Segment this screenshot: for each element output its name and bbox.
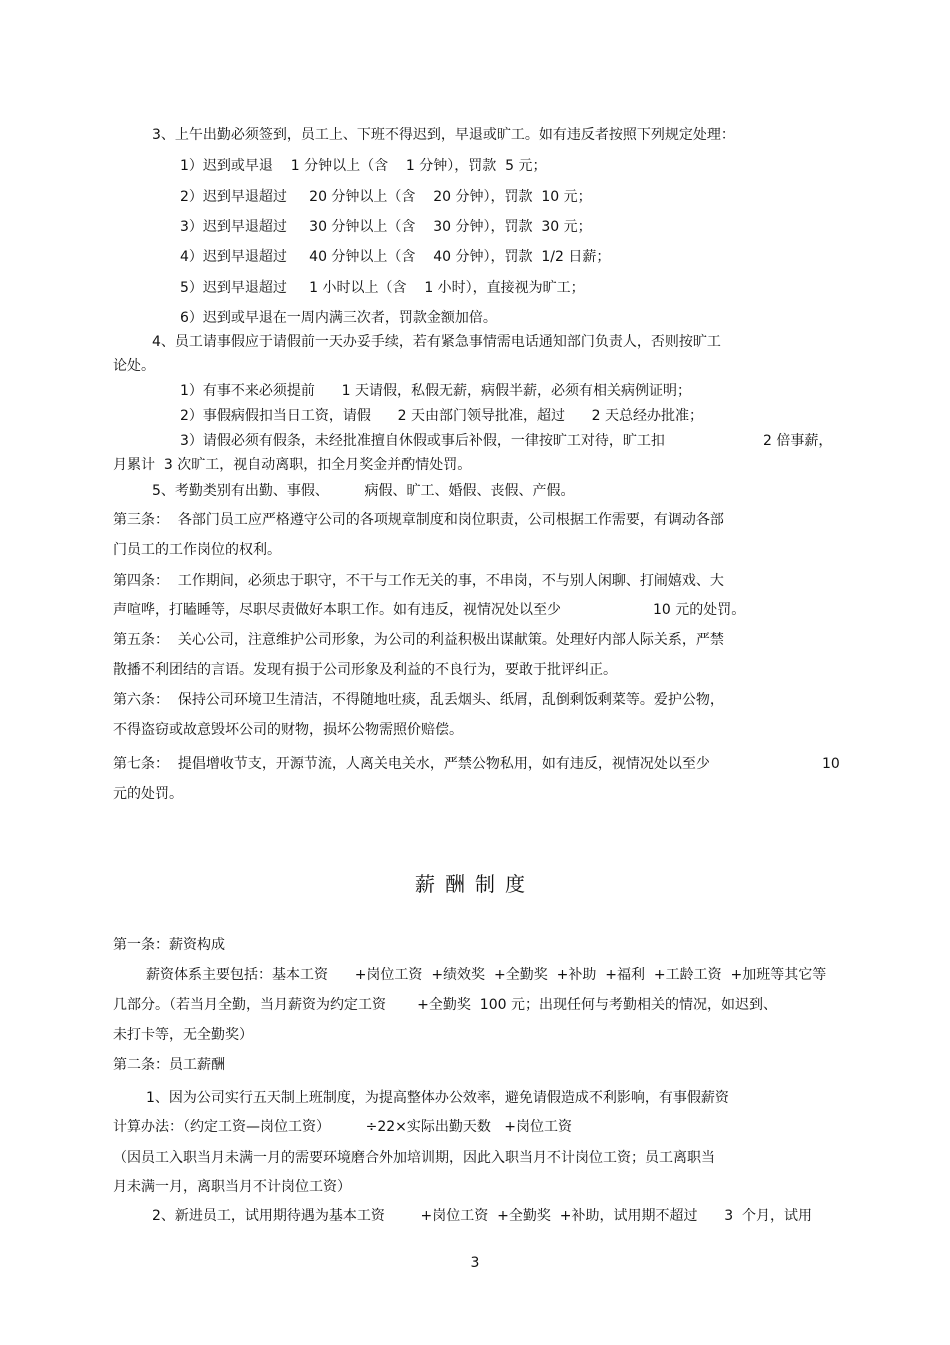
text-line: 几部分。（若当月全勤，当月薪资为约定工资 +全勤奖 100 元；出现任何与考勤相关的情况，如迟到、 — [113, 997, 777, 1013]
text-line: 门员工的工作岗位的权利。 — [113, 542, 281, 558]
text-line: 2 倍事薪， — [763, 433, 833, 449]
text-line: 第五条： 关心公司，注意维护公司形象，为公司的利益积极出谋献策。处理好内部人际关系，严禁 — [113, 632, 724, 648]
text-line: 6）迟到或早退在一周内满三次者，罚款金额加倍。 — [180, 310, 497, 326]
text-line: 1、因为公司实行五天制上班制度，为提高整体办公效率，避免请假造成不利影响，有事假薪资 — [146, 1090, 729, 1106]
text-line: 月未满一月，离职当月不计岗位工资） — [113, 1179, 351, 1195]
text-line: 元的处罚。 — [113, 786, 183, 802]
text-line: 3、上午出勤必须签到，员工上、下班不得迟到，早退或旷工。如有违反者按照下列规定处理： — [152, 127, 735, 143]
text-line: 计算办法：（约定工资—岗位工资） ÷22×实际出勤天数 +岗位工资 — [113, 1119, 572, 1135]
text-line: 2、新进员工，试用期待遇为基本工资 +岗位工资 +全勤奖 +补助，试用期不超过 3 个月，试用 — [152, 1208, 813, 1224]
text-line: 月累计 3 次旷工，视自动离职，扣全月奖金并酌情处罚。 — [113, 457, 472, 473]
text-line: 3）迟到早退超过 30 分钟以上（含 30 分钟），罚款 30 元； — [180, 219, 592, 235]
text-line: 第七条： 提倡增收节支，开源节流，人离关电关水，严禁公物私用，如有违反，视情况处以至少 — [113, 756, 710, 772]
text-line: 第三条： 各部门员工应严格遵守公司的各项规章制度和岗位职责，公司根据工作需要，有调动各部 — [113, 512, 724, 528]
text-line: 3）请假必须有假条，未经批准擅自休假或事后补假，一律按旷工对待，旷工扣 — [180, 433, 665, 449]
section-title: 薪酬制度 — [415, 872, 535, 896]
text-line: 5）迟到早退超过 1 小时以上（含 1 小时），直接视为旷工； — [180, 280, 585, 296]
text-line: 不得盗窃或故意毁坏公司的财物，损坏公物需照价赔偿。 — [113, 722, 463, 738]
text-line: 2）事假病假扣当日工资，请假 2 天由部门领导批准，超过 2 天总经办批准； — [180, 408, 704, 424]
text-line: 1）迟到或早退 1 分钟以上（含 1 分钟），罚款 5 元； — [180, 158, 547, 174]
text-line: 声喧哗，打瞌睡等，尽职尽责做好本职工作。如有违反，视情况处以至少 — [113, 602, 561, 618]
text-line: 10 元的处罚。 — [653, 602, 746, 618]
text-line: 1）有事不来必须提前 1 天请假，私假无薪，病假半薪，必须有相关病例证明； — [180, 383, 691, 399]
text-line: 4）迟到早退超过 40 分钟以上（含 40 分钟），罚款 1/2 日薪； — [180, 249, 611, 265]
text-line: 第一条：薪资构成 — [113, 937, 225, 953]
text-line: 薪资体系主要包括：基本工资 +岗位工资 +绩效奖 +全勤奖 +补助 +福利 +工龄工资 +加班等其它等 — [146, 967, 827, 983]
text-line: 论处。 — [113, 358, 155, 374]
text-line: 散播不利团结的言语。发现有损于公司形象及利益的不良行为，要敢于批评纠正。 — [113, 662, 617, 678]
text-line: 10 — [822, 756, 840, 772]
text-line: 4、员工请事假应于请假前一天办妥手续，若有紧急事情需电话通知部门负责人，否则按旷工 — [152, 334, 721, 350]
text-line: 2）迟到早退超过 20 分钟以上（含 20 分钟），罚款 10 元； — [180, 189, 592, 205]
text-line: 第四条： 工作期间，必须忠于职守，不干与工作无关的事，不串岗，不与别人闲聊、打闹嬉戏、大 — [113, 573, 724, 589]
text-line: （因员工入职当月未满一月的需要环境磨合外加培训期，因此入职当月不计岗位工资；员工离职当 — [113, 1150, 715, 1166]
text-line: 5、考勤类别有出勤、事假、 病假、旷工、婚假、丧假、产假。 — [152, 483, 575, 499]
text-line: 第二条：员工薪酬 — [113, 1057, 225, 1073]
text-line: 第六条： 保持公司环境卫生清洁，不得随地吐痰，乱丢烟头、纸屑，乱倒剩饭剩菜等。爱护公物， — [113, 692, 724, 708]
text-line: 未打卡等，无全勤奖） — [113, 1027, 253, 1043]
page-number: 3 — [470, 1255, 480, 1271]
